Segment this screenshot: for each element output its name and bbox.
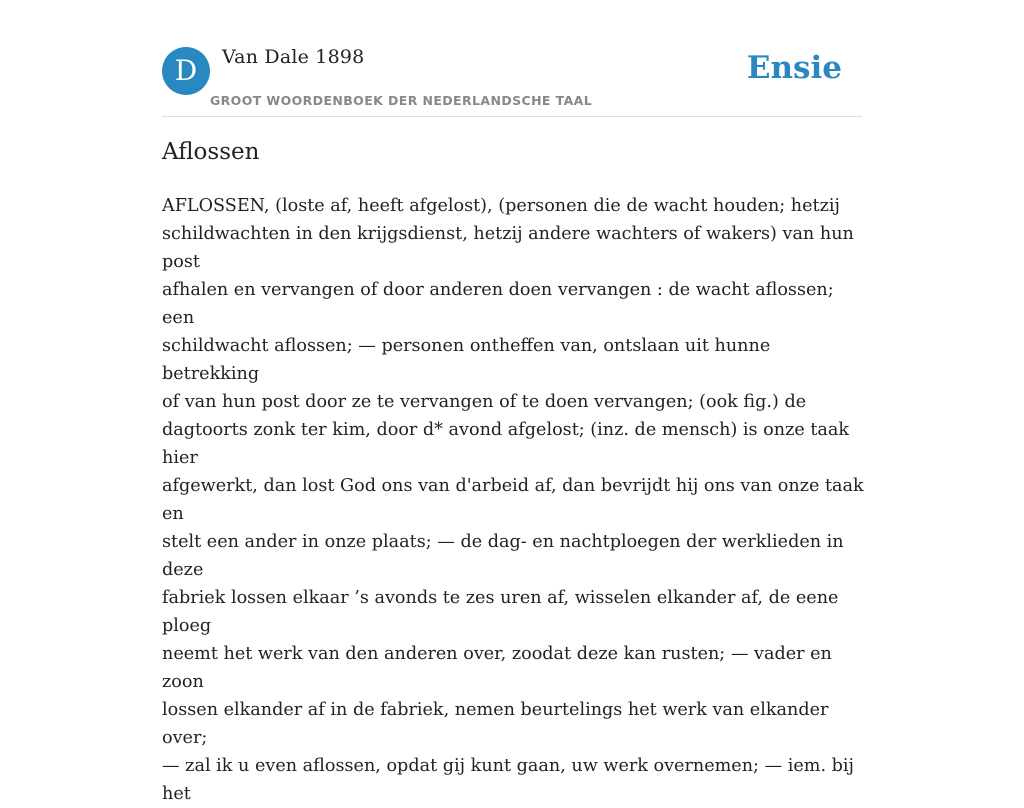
- brand-logo[interactable]: Ensie: [746, 50, 842, 86]
- definition-line: afgewerkt, dan lost God ons van d'arbeid af, dan bevrijdt hij ons van onze taak en: [162, 476, 864, 524]
- definition-line: afhalen en vervangen of door anderen doen vervangen : de wacht aflossen; een: [162, 280, 834, 328]
- definition-line: stelt een ander in onze plaats; — de dag- en nachtploegen der werklieden in deze: [162, 532, 844, 580]
- dictionary-badge: D: [162, 47, 210, 95]
- definition-line: AFLOSSEN, (loste af, heeft afgelost), (personen die de wacht houden; hetzij: [162, 196, 840, 216]
- definition-line: of van hun post door ze te vervangen of te doen vervangen; (ook fig.) de: [162, 392, 807, 412]
- definition-line: schildwachten in den krijgsdienst, hetzij andere wachters of wakers) van hun post: [162, 224, 854, 272]
- definition-line: schildwacht aflossen; — personen ontheffen van, ontslaan uit hunne betrekking: [162, 336, 771, 384]
- entry-title: Aflossen: [162, 139, 260, 165]
- entry-definition: [162, 192, 867, 808]
- definition-line: neemt het werk van den anderen over, zoodat deze kan rusten; — vader en zoon: [162, 644, 832, 692]
- dictionary-title[interactable]: Van Dale 1898: [222, 46, 365, 68]
- definition-line: lossen elkander af in de fabriek, nemen beurtelings het werk van elkander over;: [162, 700, 829, 748]
- dictionary-subtitle: GROOT WOORDENBOEK DER NEDERLANDSCHE TAAL: [210, 93, 593, 108]
- definition-line: fabriek lossen elkaar ’s avonds te zes uren af, wisselen elkander af, de eene ploeg: [162, 588, 839, 636]
- definition-line: — zal ik u even aflossen, opdat gij kunt gaan, uw werk overnemen; — iem. bij het: [162, 756, 855, 804]
- definition-line: dagtoorts zonk ter kim, door d* avond afgelost; (inz. de mensch) is onze taak hier: [162, 420, 850, 468]
- dictionary-header: [162, 40, 862, 117]
